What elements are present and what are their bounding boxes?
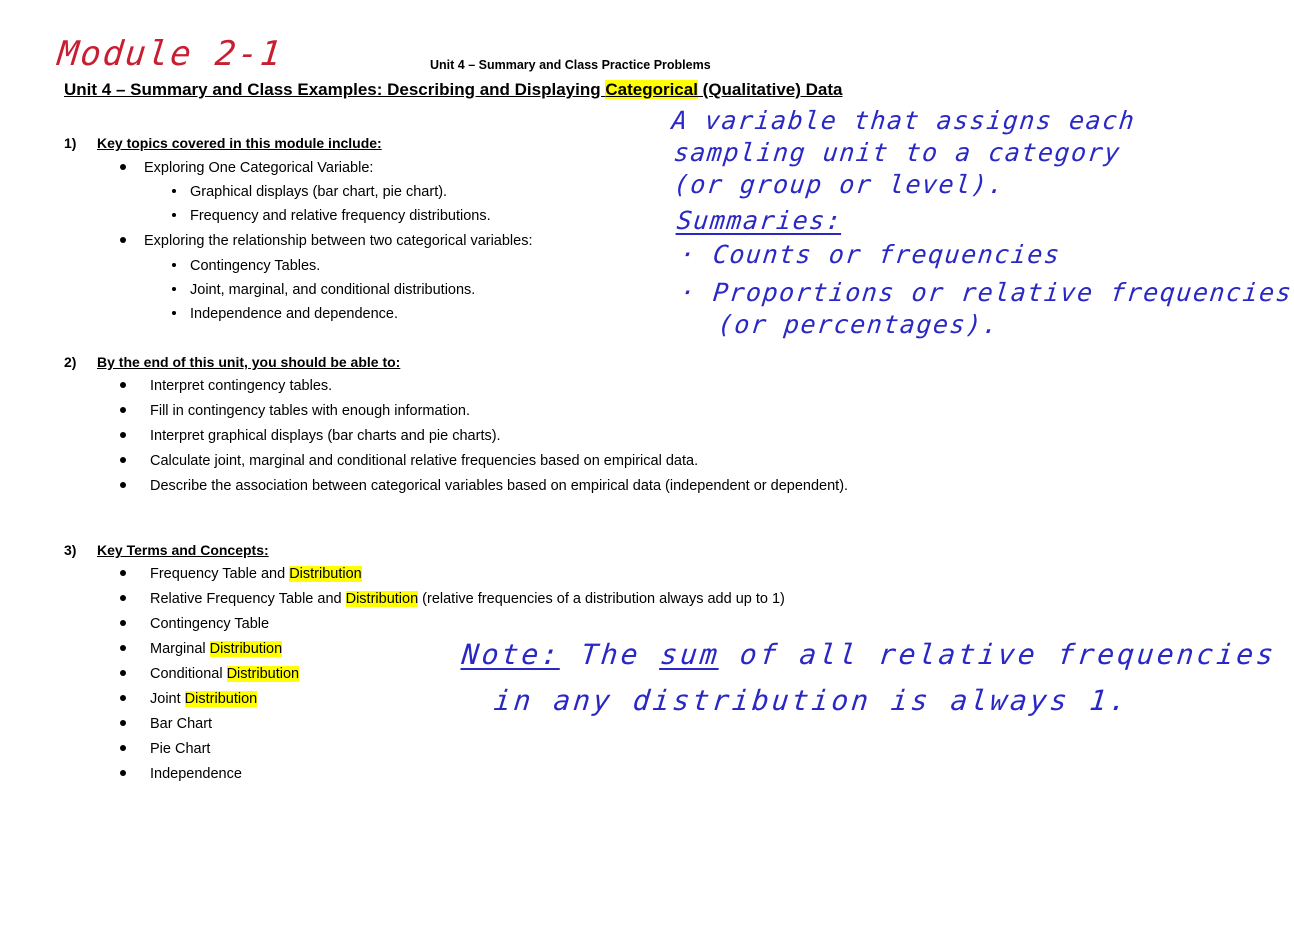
- list-item: Contingency Table: [120, 612, 785, 637]
- sub-bullet-icon: [172, 311, 176, 315]
- section-3-heading: Key Terms and Concepts:: [97, 542, 269, 558]
- section-3-number: 3): [64, 542, 77, 558]
- bullet-icon: [120, 745, 126, 751]
- handwritten-summaries-heading: Summaries:: [675, 206, 845, 235]
- section-1-topic-2-sub-3: Independence and dependence.: [172, 306, 398, 322]
- list-item: Joint Distribution: [120, 687, 785, 712]
- bullet-icon: [120, 382, 126, 388]
- handwritten-definition-line-3: (or group or level).: [672, 170, 1007, 199]
- bullet-icon: [120, 457, 126, 463]
- list-item: Conditional Distribution: [120, 662, 785, 687]
- bullet-icon: [120, 620, 126, 626]
- bullet-icon: [120, 570, 126, 576]
- note-sum-word: sum: [658, 638, 722, 671]
- handwritten-summary-item-3: (or percentages).: [716, 310, 1001, 339]
- list-item: Relative Frequency Table and Distribution (relative frequencies of a distribution always add up to 1): [120, 587, 785, 612]
- bullet-icon: [120, 432, 126, 438]
- section-3-list: [120, 562, 785, 787]
- section-1-topic-1-sub-1: Graphical displays (bar chart, pie chart).: [172, 184, 447, 200]
- list-item: Interpret graphical displays (bar charts and pie charts).: [120, 424, 848, 449]
- sub-bullet-icon: [172, 189, 176, 193]
- highlight-distribution: Distribution: [184, 691, 258, 707]
- bullet-icon: [120, 770, 126, 776]
- section-1-number: 1): [64, 135, 77, 151]
- highlight-distribution: Distribution: [226, 666, 300, 682]
- bullet-icon: [120, 407, 126, 413]
- section-1-topic-1-sub-2: Frequency and relative frequency distributions.: [172, 208, 491, 224]
- bullet-icon: [120, 670, 126, 676]
- section-1-topic-1: Exploring One Categorical Variable:: [120, 160, 373, 176]
- section-1-topic-2: Exploring the relationship between two categorical variables:: [120, 233, 533, 249]
- list-item: Interpret contingency tables.: [120, 374, 848, 399]
- handwritten-module-label: Module 2-1: [55, 34, 285, 74]
- section-1-topic-2-sub-1: Contingency Tables.: [172, 258, 320, 274]
- highlight-categorical: Categorical: [605, 80, 698, 99]
- list-item: Pie Chart: [120, 737, 785, 762]
- sub-bullet-icon: [172, 213, 176, 217]
- page-header-small-title: Unit 4 – Summary and Class Practice Problems: [430, 58, 711, 72]
- list-item: Bar Chart: [120, 712, 785, 737]
- handwritten-definition-line-1: A variable that assigns each: [670, 106, 1137, 135]
- section-2-list: [120, 374, 848, 499]
- bullet-icon: [120, 695, 126, 701]
- highlight-distribution: Distribution: [209, 641, 283, 657]
- highlight-distribution: Distribution: [289, 566, 362, 582]
- handwritten-summary-item-2: · Proportions or relative frequencies: [678, 278, 1294, 307]
- list-item: Fill in contingency tables with enough information.: [120, 399, 848, 424]
- handwritten-note-line-2: in any distribution is always 1.: [492, 684, 1132, 717]
- section-1-heading: Key topics covered in this module include:: [97, 135, 382, 151]
- handwritten-definition-line-2: sampling unit to a category: [672, 138, 1123, 167]
- list-item: Marginal Distribution: [120, 637, 785, 662]
- section-1-topic-2-sub-2: Joint, marginal, and conditional distributions.: [172, 282, 475, 298]
- note-label: Note:: [460, 638, 564, 671]
- handwritten-note-line-1: Note: The sum of all relative frequencies: [460, 638, 1278, 671]
- highlight-distribution: Distribution: [345, 591, 419, 607]
- list-item: Describe the association between categorical variables based on empirical data (independent or dependent).: [120, 474, 848, 499]
- page-main-title: Unit 4 – Summary and Class Examples: Describing and Displaying Categorical (Qualitative) Data: [64, 80, 843, 99]
- sub-bullet-icon: [172, 263, 176, 267]
- bullet-icon: [120, 237, 126, 243]
- handwritten-summary-item-1: · Counts or frequencies: [678, 240, 1063, 269]
- bullet-icon: [120, 645, 126, 651]
- section-2-heading: By the end of this unit, you should be able to:: [97, 354, 401, 370]
- bullet-icon: [120, 595, 126, 601]
- list-item: Independence: [120, 762, 785, 787]
- bullet-icon: [120, 720, 126, 726]
- bullet-icon: [120, 164, 126, 170]
- sub-bullet-icon: [172, 287, 176, 291]
- section-2-number: 2): [64, 354, 77, 370]
- bullet-icon: [120, 482, 126, 488]
- list-item: Frequency Table and Distribution: [120, 562, 785, 587]
- list-item: Calculate joint, marginal and conditional relative frequencies based on empirical data.: [120, 449, 848, 474]
